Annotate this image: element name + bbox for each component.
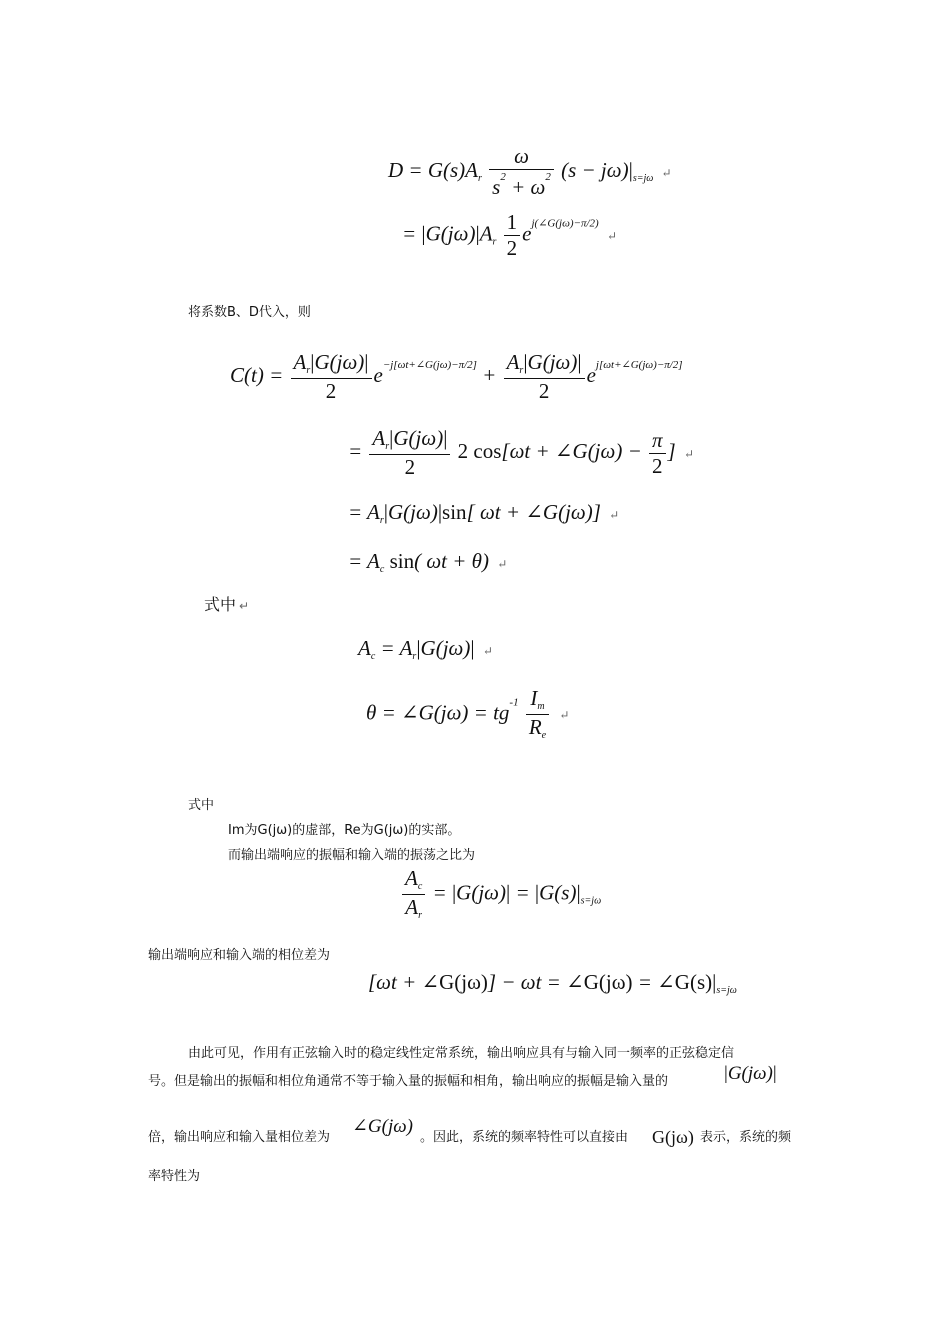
equation-d-line2: = $|G(j\omega)|A_r$ $\frac{1}{2}$ $e^{j(\angle G(j\omega)-\pi/2)}$ ↵ (402, 210, 617, 260)
paragraph-im-re: Im为G(jω)的虚部，Re为G(jω)的实部。 (228, 823, 461, 838)
paragraph-conclusion-line3d: 表示，系统的频 (700, 1130, 792, 1145)
paragraph-mark: ↵ (559, 708, 570, 723)
paragraph-mark: ↵ (683, 446, 695, 461)
paragraph-conclusion-line3a: 倍，输出响应和输入量相位差为 (148, 1130, 331, 1145)
equation-theta: θ = ∠G(jω) = $tg^{-1}$ $\frac{I_m}{R_e}$ ↵ (366, 686, 570, 741)
equation-ct-line4: = $A_c$ sin( ωt + θ) ↵ (348, 549, 508, 575)
paragraph-mark: ↵ (609, 508, 620, 522)
equation-ac: $A_c = A_r|G(j\omega)|$ ↵ (358, 636, 493, 662)
equation-ct-line2: = $\frac{A_r|G(j\omega)|}{2}$ 2 cos[ωt + ∠G(jω) − $\frac{\pi}{2}$ ] ↵ (348, 426, 695, 479)
paragraph-conclusion-line2: 号。但是输出的振幅和相位角通常不等于输入量的振幅和相角，输出响应的振幅是输入量的 (148, 1074, 669, 1089)
paragraph-conclusion-line4: 率特性为 (148, 1169, 201, 1184)
label-shizhong-2: 式中 (188, 798, 215, 813)
paragraph-conclusion-line1: 由此可见，作用有正弦输入时的稳定线性定常系统，输出响应具有与输入同一频率的正弦稳定信 (188, 1046, 735, 1061)
inline-g-jw: G(jω) (652, 1127, 694, 1147)
equation-ct-line3: = $A_r|G(j\omega)|\sin$[ ωt + ∠G(jω)] ↵ (348, 500, 620, 526)
equation-ratio: $\frac{A_c}{A_r}$ = $|G(j\omega)| = |G(s)|_{s=j\omega}$ (400, 868, 601, 921)
paragraph-phase-difference: 输出端响应和输入端的相位差为 (148, 948, 331, 963)
equation-ct-line1: C(t) = $\frac{A_r|G(j\omega)|}{2}$ $e^{-j[\omega t+\angle G(j\omega)-\pi/2]}$ + $\frac{A_r|G(j\omega)|}{2}$ $e^{j[\omega t+\angle G(j\omega)-\pi/2]}$ (230, 350, 683, 403)
paragraph-conclusion-line3b: 。因此，系统的频率特性可以直接由 (420, 1130, 629, 1145)
paragraph-mark: ↵ (661, 165, 672, 180)
paragraph-substitute: 将系数B、D代入，则 (188, 305, 311, 320)
inline-magnitude-g: |G(jω)| (724, 1063, 777, 1084)
label-shizhong-1: 式中 ↵ (204, 595, 250, 614)
paragraph-mark: ↵ (497, 557, 508, 571)
equation-d-line1: $D = G(s)A_r$ $\frac{\omega}{s^2 + \omega^2}$ $(s - j\omega)|_{s=j\omega}$ ↵ (388, 144, 672, 199)
paragraph-mark: ↵ (606, 229, 617, 244)
equation-phase: [ωt + ∠G(jω)] − ωt = ∠G(jω) = $\angle G(s)|_{s=j\omega}$ (368, 970, 737, 996)
inline-angle-g: ∠G(jω) (352, 1116, 413, 1137)
paragraph-mark: ↵ (482, 644, 493, 658)
paragraph-amplitude-ratio: 而输出端响应的振幅和输入端的振荡之比为 (228, 848, 476, 863)
